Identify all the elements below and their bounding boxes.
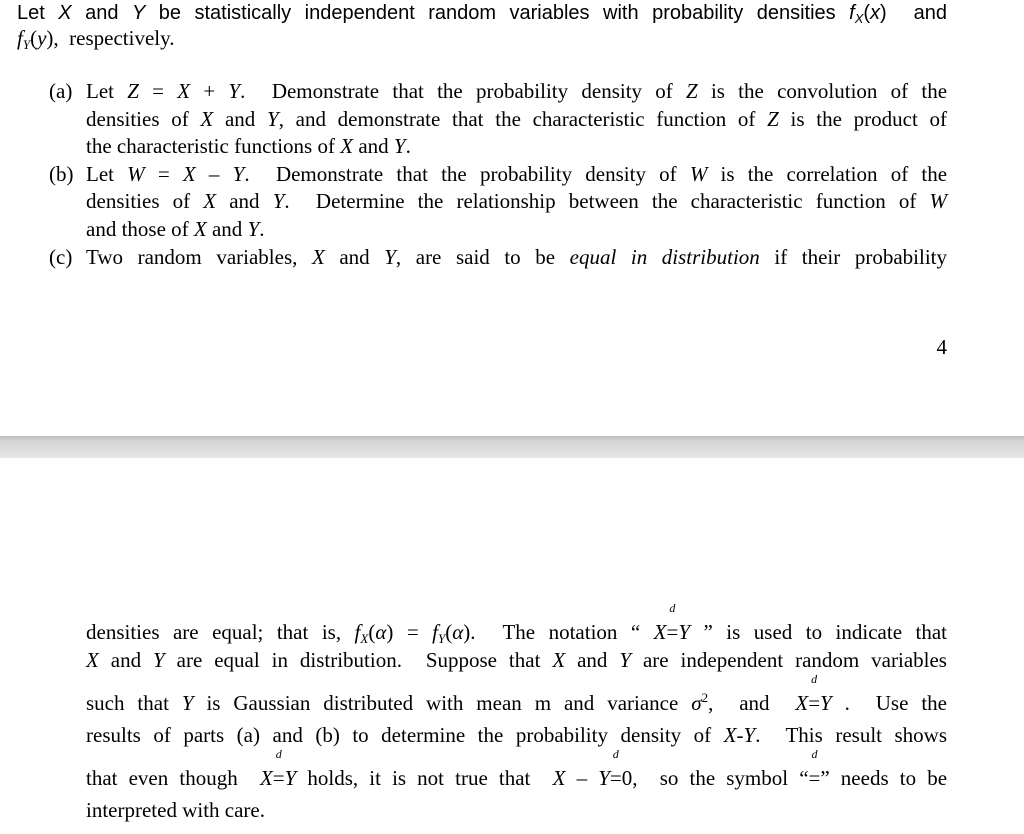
page-number: 4 xyxy=(936,335,947,359)
part-c-line-5: results of parts (a) and (b) to determine the probability density of X-Y. This result shows xyxy=(86,723,948,747)
part-a-line-1: Let Z = X + Y. Demonstrate that the probability density of Z is the convolution of the xyxy=(86,79,948,103)
part-c-line-4: such that Y is Gaussian distributed with mean m and variance $\sigma^2$, and X= d Y . Use the xyxy=(86,672,947,715)
part-c-line-2: densities are equal; that is, $f_X(\alpha) = f_Y(\alpha)$. The notation “ X= d Y ” is used to indicate that xyxy=(86,601,947,646)
part-b-line-3: and those of X and Y. xyxy=(86,217,265,241)
part-a-line-3: the characteristic functions of X and Y. xyxy=(86,134,411,158)
part-a-line-2: densities of X and Y, and demonstrate that the characteristic function of Z is the product of xyxy=(86,107,948,131)
part-a-label: (a) xyxy=(49,79,73,103)
part-b-line-1: Let W = X – Y. Demonstrate that the probability density of W is the correlation of the xyxy=(86,162,948,186)
intro-line-2: $f_Y(y)$, respectively. xyxy=(17,26,175,52)
intro-line-1: Let X and Y be statistically independent random variables with probability densities $f_X(x)$ and xyxy=(17,2,948,26)
part-c-line-3: X and Y are equal in distribution. Suppose that X and Y are independent random variables xyxy=(86,648,947,672)
part-c-label: (c) xyxy=(49,245,73,269)
document-page-2 xyxy=(0,458,1024,834)
part-b-line-2: densities of X and Y. Determine the relationship between the characteristic function of W xyxy=(86,189,947,213)
part-c-line-1: Two random variables, X and Y, are said to be equal in distribution if their probability xyxy=(86,245,947,269)
part-c-line-6: that even though X= d Y holds, it is not true that X – Y= d 0, so the symbol “= d ” needs to be xyxy=(86,747,948,790)
page-separator xyxy=(0,436,1024,458)
part-b-label: (b) xyxy=(49,162,74,186)
part-c-line-7: interpreted with care. xyxy=(86,798,265,822)
